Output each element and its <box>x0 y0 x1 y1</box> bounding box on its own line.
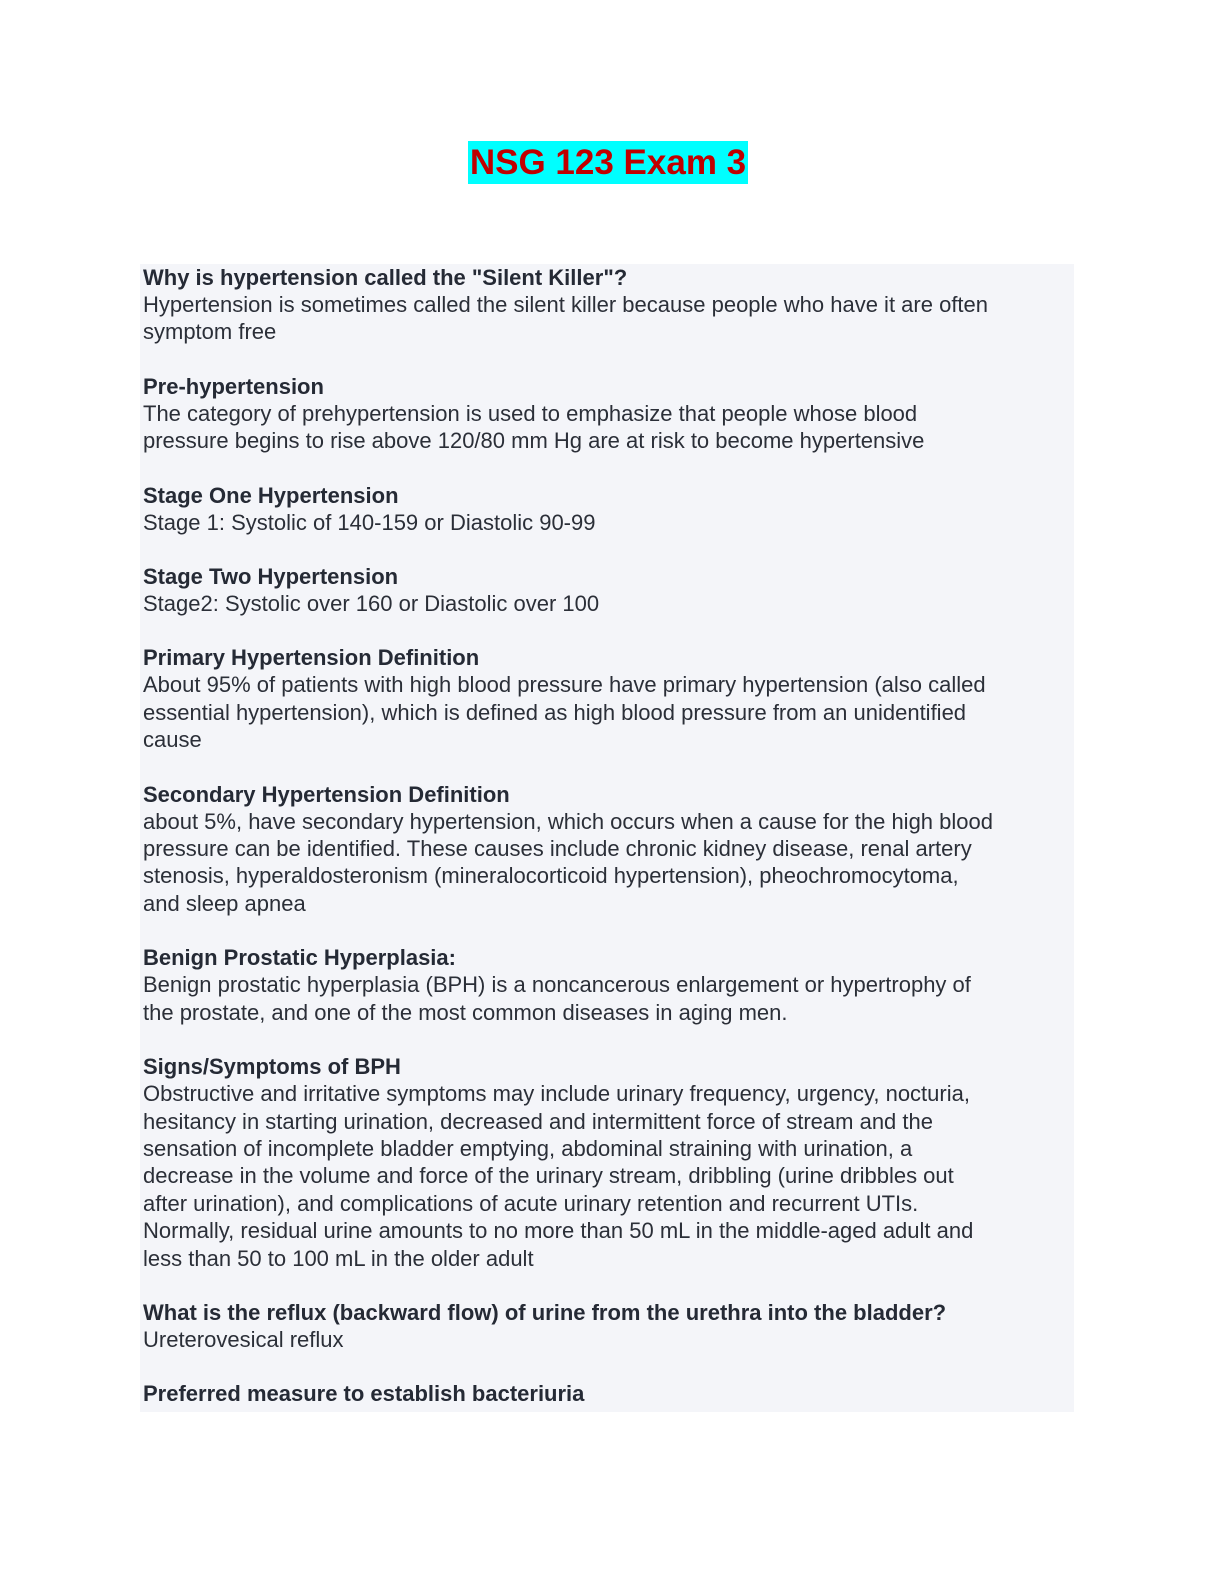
answer-line: about 5%, have secondary hypertension, which occurs when a cause for the high blood <box>143 808 993 834</box>
flashcard-question: Pre-hypertension <box>143 373 324 399</box>
answer-line: Stage2: Systolic over 160 or Diastolic over 100 <box>143 591 600 617</box>
flashcard-question: What is the reflux (backward flow) of urine from the urethra into the bladder? <box>143 1299 947 1325</box>
answer-line: cause <box>143 727 202 753</box>
flashcard <box>143 781 1074 918</box>
answer-line: hesitancy in starting urination, decreased and intermittent force of stream and the <box>143 1108 933 1134</box>
flashcard-answer <box>143 291 1074 346</box>
answer-line: Ureterovesical reflux <box>143 1326 344 1352</box>
answer-line: the prostate, and one of the most common diseases in aging men. <box>143 999 788 1025</box>
flashcard-list <box>140 264 1074 1412</box>
flashcard-question: Preferred measure to establish bacteriuria <box>143 1381 585 1407</box>
flashcard-question: Stage One Hypertension <box>143 482 399 508</box>
flashcard-question: Primary Hypertension Definition <box>143 645 480 671</box>
answer-line: decrease in the volume and force of the urinary stream, dribbling (urine dribbles out <box>143 1163 954 1189</box>
answer-line: sensation of incomplete bladder emptying, abdominal straining with urination, a <box>143 1135 913 1161</box>
answer-line: pressure can be identified. These causes include chronic kidney disease, renal artery <box>143 836 972 862</box>
flashcard-question: Secondary Hypertension Definition <box>143 781 510 807</box>
flashcard-answer <box>143 590 1074 617</box>
answer-line: The category of prehypertension is used to emphasize that people whose blood <box>143 400 918 426</box>
answer-line: symptom free <box>143 319 277 345</box>
answer-line: pressure begins to rise above 120/80 mm Hg are at risk to become hypertensive <box>143 428 925 454</box>
flashcard <box>143 1053 1074 1272</box>
answer-line: after urination), and complications of acute urinary retention and recurrent UTIs. <box>143 1190 919 1216</box>
title-wrap <box>0 141 1224 184</box>
flashcard-answer <box>143 1080 1074 1272</box>
flashcard-answer <box>143 671 1074 753</box>
flashcard-question: Stage Two Hypertension <box>143 564 399 590</box>
answer-line: Benign prostatic hyperplasia (BPH) is a noncancerous enlargement or hypertrophy of <box>143 972 971 998</box>
flashcard-question: Why is hypertension called the "Silent Killer"? <box>143 265 628 290</box>
flashcard <box>143 1380 1074 1407</box>
answer-line: Hypertension is sometimes called the silent killer because people who have it are often <box>143 292 989 317</box>
answer-line: less than 50 to 100 mL in the older adult <box>143 1245 534 1271</box>
flashcard-answer <box>143 1326 1074 1353</box>
flashcard <box>143 563 1074 617</box>
flashcard <box>143 482 1074 536</box>
flashcard <box>143 373 1074 455</box>
flashcard-answer <box>143 808 1074 918</box>
answer-line: essential hypertension), which is defined as high blood pressure from an unidentified <box>143 699 967 725</box>
flashcard <box>143 644 1074 753</box>
flashcard-answer <box>143 971 1074 1026</box>
flashcard-answer <box>143 400 1074 455</box>
answer-line: About 95% of patients with high blood pressure have primary hypertension (also called <box>143 672 986 698</box>
answer-line: Stage 1: Systolic of 140-159 or Diastolic 90-99 <box>143 509 596 535</box>
flashcard-question: Signs/Symptoms of BPH <box>143 1054 401 1080</box>
flashcard <box>143 264 1074 346</box>
flashcard-question: Benign Prostatic Hyperplasia: <box>143 945 456 971</box>
answer-line: Obstructive and irritative symptoms may include urinary frequency, urgency, nocturia, <box>143 1081 970 1107</box>
answer-line: and sleep apnea <box>143 890 306 916</box>
document-title: NSG 123 Exam 3 <box>469 143 747 182</box>
answer-line: stenosis, hyperaldosteronism (mineralocorticoid hypertension), pheochromocytoma, <box>143 863 959 889</box>
flashcard <box>143 1299 1074 1353</box>
answer-line: Normally, residual urine amounts to no more than 50 mL in the middle-aged adult and <box>143 1218 974 1244</box>
flashcard-answer <box>143 509 1074 536</box>
flashcard <box>143 944 1074 1026</box>
